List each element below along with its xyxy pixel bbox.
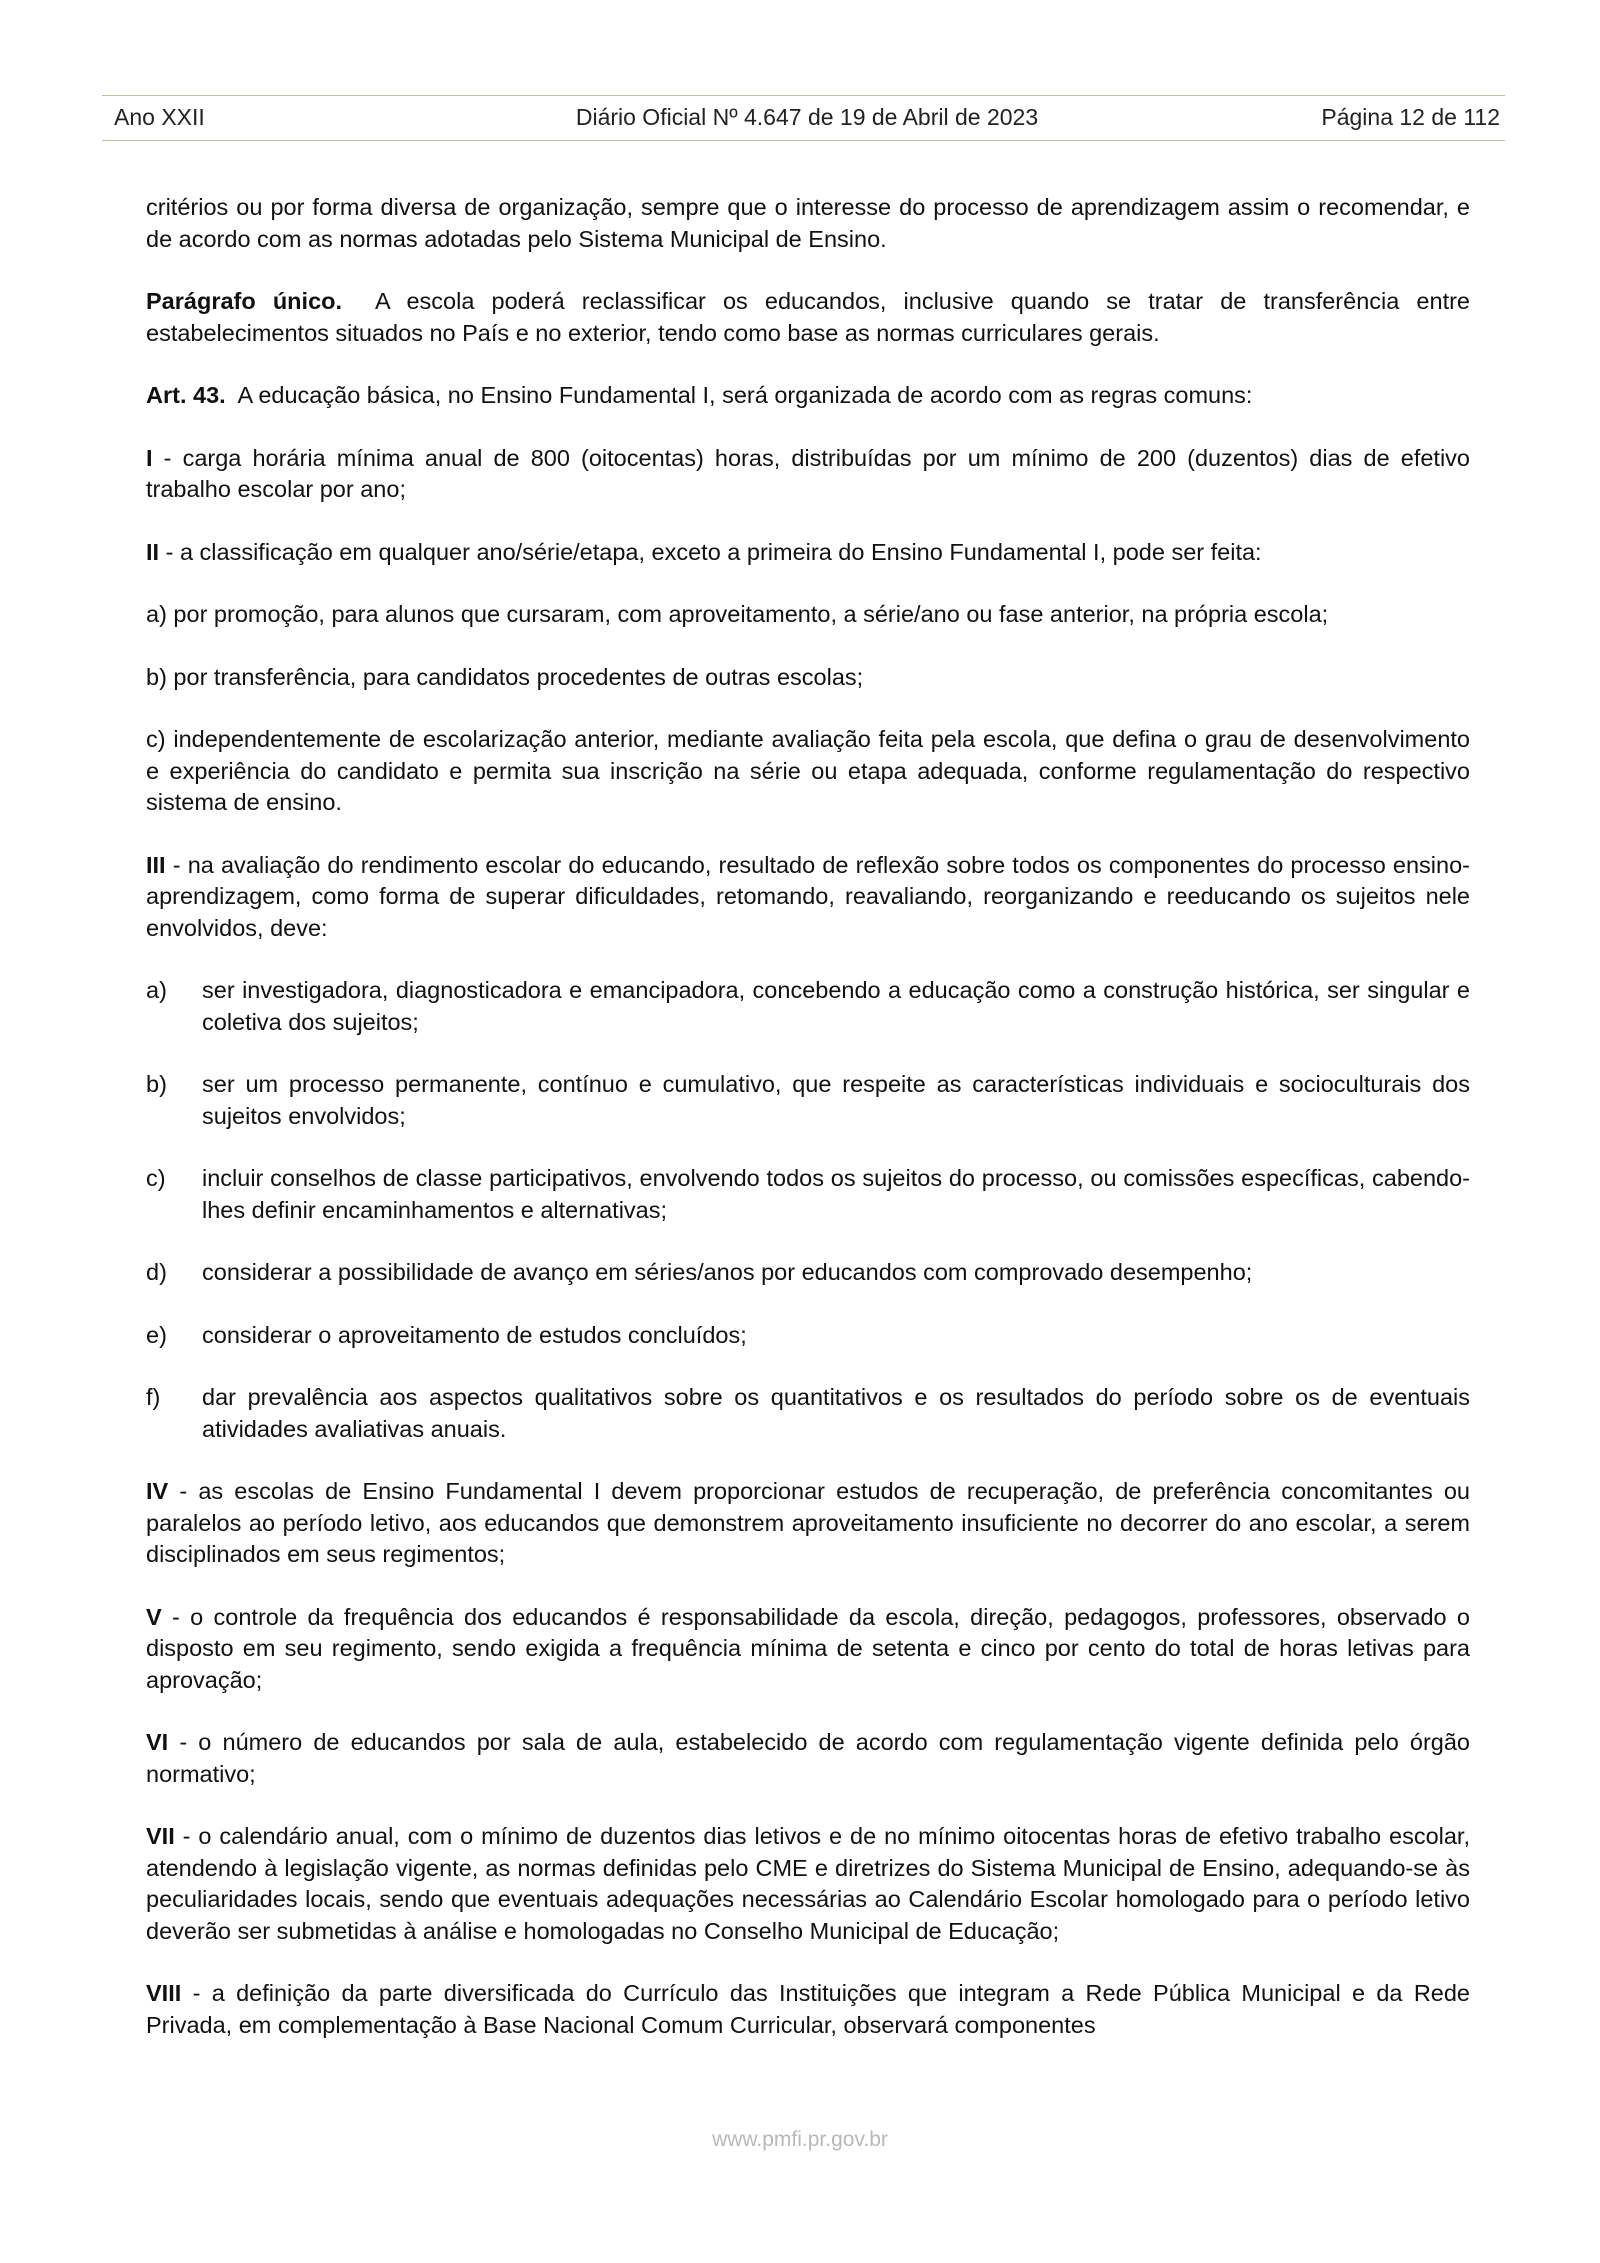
item-VII-text: - o calendário anual, com o mínimo de duzentos dias letivos e de no mínimo oitocentas horas de efetivo trabalho escolar, atendendo à legislação vigente, as normas definidas pelo CME e diretrizes do Sistema Municipal de Ensino, adequando-se às peculiaridades locais, sendo que eventuais adequações necessárias ao Calendário Escolar homologado para o período letivo deverão ser submetidas à análise e homologadas no Conselho Municipal de Educação; (146, 1823, 1470, 1944)
header-page-number: Página 12 de 112 (1321, 104, 1500, 130)
item-VI-label: VI (146, 1729, 169, 1755)
item-marker: d) (146, 1259, 167, 1285)
item-marker: e) (146, 1321, 167, 1348)
item-V (146, 1602, 1470, 1697)
item-II-a: a) por promoção, para alunos que cursaram, com aproveitamento, a série/ano ou fase anterior, na própria escola; (146, 601, 1329, 627)
item-IV-label: IV (146, 1478, 169, 1504)
item-II-text: - a classificação em qualquer ano/série/etapa, exceto a primeira do Ensino Fundamental I, pode ser feita: (159, 538, 1262, 565)
item-V-text: - o controle da frequência dos educandos é responsabilidade da escola, direção, pedagogos, professores, observado o disposto em seu regimento, sendo exigida a frequência mínima de setenta e cinco por cento do total de horas letivas para aprovação; (146, 1603, 1470, 1693)
item-marker: c) (146, 1165, 166, 1191)
item-II-label: II (146, 538, 160, 565)
item-text: considerar a possibilidade de avanço em séries/anos por educandos com comprovado desempenho; (202, 1259, 1253, 1285)
item-text: dar prevalência aos aspectos qualitativos sobre os quantitativos e os resultados do período sobre os de eventuais atividades avaliativas anuais. (202, 1384, 1470, 1442)
item-marker: f) (146, 1384, 161, 1410)
item-text: ser um processo permanente, contínuo e cumulativo, que respeite as características individuais e socioculturais dos sujeitos envolvidos; (202, 1071, 1470, 1129)
item-VII (146, 1821, 1470, 1947)
item-II-c: c) independentemente de escolarização anterior, mediante avaliação feita pela escola, que defina o grau de desenvolvimento e experiência do candidato e permita sua inscrição na série ou etapa adequada, conforme regulamentação do respectivo sistema de ensino. (146, 726, 1470, 815)
item-VIII-label: VIII (146, 1980, 182, 2006)
item-III-label: III (146, 851, 166, 878)
paragraph-unico (146, 286, 1470, 349)
header-title: Diário Oficial Nº 4.647 de 19 de Abril de 2023 (575, 104, 1039, 130)
item-I-label: I (146, 444, 153, 471)
item-text: considerar o aproveitamento de estudos concluídos; (202, 1321, 747, 1348)
page-header (114, 104, 1500, 134)
item-III-c (146, 1163, 1470, 1226)
item-VIII (146, 1978, 1470, 2041)
header-year: Ano XXII (114, 104, 205, 130)
item-III-f (146, 1382, 1470, 1445)
header-bottom-rule (102, 140, 1505, 141)
item-marker: a) (146, 977, 167, 1003)
item-I (146, 443, 1470, 506)
article-43-label: Art. 43. (146, 382, 226, 408)
item-III-text: - na avaliação do rendimento escolar do educando, resultado de reflexão sobre todos os componentes do processo ensino-aprendizagem, como forma de superar dificuldades, retomando, reavaliando, reorganizando e reeducando os sujeitos nele envolvidos, deve: (146, 851, 1470, 941)
header-top-rule (102, 95, 1505, 96)
item-III-b (146, 1069, 1470, 1132)
paragraph-continuation: critérios ou por forma diversa de organização, sempre que o interesse do processo de aprendizagem assim o recomendar, e de acordo com as normas adotadas pelo Sistema Municipal de Ensino. (146, 194, 1470, 252)
item-text: incluir conselhos de classe participativos, envolvendo todos os sujeitos do processo, ou comissões específicas, cabendo-lhes definir encaminhamentos e alternativas; (202, 1165, 1470, 1223)
item-II (146, 537, 1470, 569)
item-IV (146, 1476, 1470, 1571)
item-VI (146, 1727, 1470, 1790)
item-I-text: - carga horária mínima anual de 800 (oitocentas) horas, distribuídas por um mínimo de 200 (duzentos) dias de efetivo trabalho escolar por ano; (146, 444, 1470, 502)
item-III-e (146, 1320, 1470, 1352)
item-V-label: V (146, 1603, 162, 1630)
article-43-text: A educação básica, no Ensino Fundamental I, será organizada de acordo com as regras comuns: (237, 382, 1253, 408)
item-IV-text: - as escolas de Ensino Fundamental I devem proporcionar estudos de recuperação, de preferência concomitantes ou paralelos ao período letivo, aos educandos que demonstrem aproveitamento insuficiente no decorrer do ano escolar, a serem disciplinados em seus regimentos; (146, 1478, 1470, 1567)
paragraph-unico-label: Parágrafo único. (146, 288, 343, 314)
item-II-b: b) por transferência, para candidatos procedentes de outras escolas; (146, 663, 864, 690)
article-43 (146, 380, 1470, 412)
item-III (146, 850, 1470, 945)
item-III-d (146, 1257, 1470, 1289)
item-VI-text: - o número de educandos por sala de aula, estabelecido de acordo com regulamentação vigente definida pelo órgão normativo; (146, 1729, 1470, 1787)
item-VII-label: VII (146, 1823, 175, 1849)
paragraph-unico-text: A escola poderá reclassificar os educandos, inclusive quando se tratar de transferência entre estabelecimentos situados no País e no exterior, tendo como base as normas curriculares gerais. (146, 288, 1470, 346)
item-III-a (146, 975, 1470, 1038)
item-VIII-text: - a definição da parte diversificada do Currículo das Instituições que integram a Rede Pública Municipal e da Rede Privada, em complementação à Base Nacional Comum Curricular, observará componentes (146, 1980, 1470, 2038)
footer-url: www.pmfi.pr.gov.br (712, 2128, 888, 2151)
item-marker: b) (146, 1071, 167, 1097)
document-body (146, 192, 1470, 2072)
item-text: ser investigadora, diagnosticadora e emancipadora, concebendo a educação como a construção histórica, ser singular e coletiva dos sujeitos; (202, 977, 1470, 1035)
